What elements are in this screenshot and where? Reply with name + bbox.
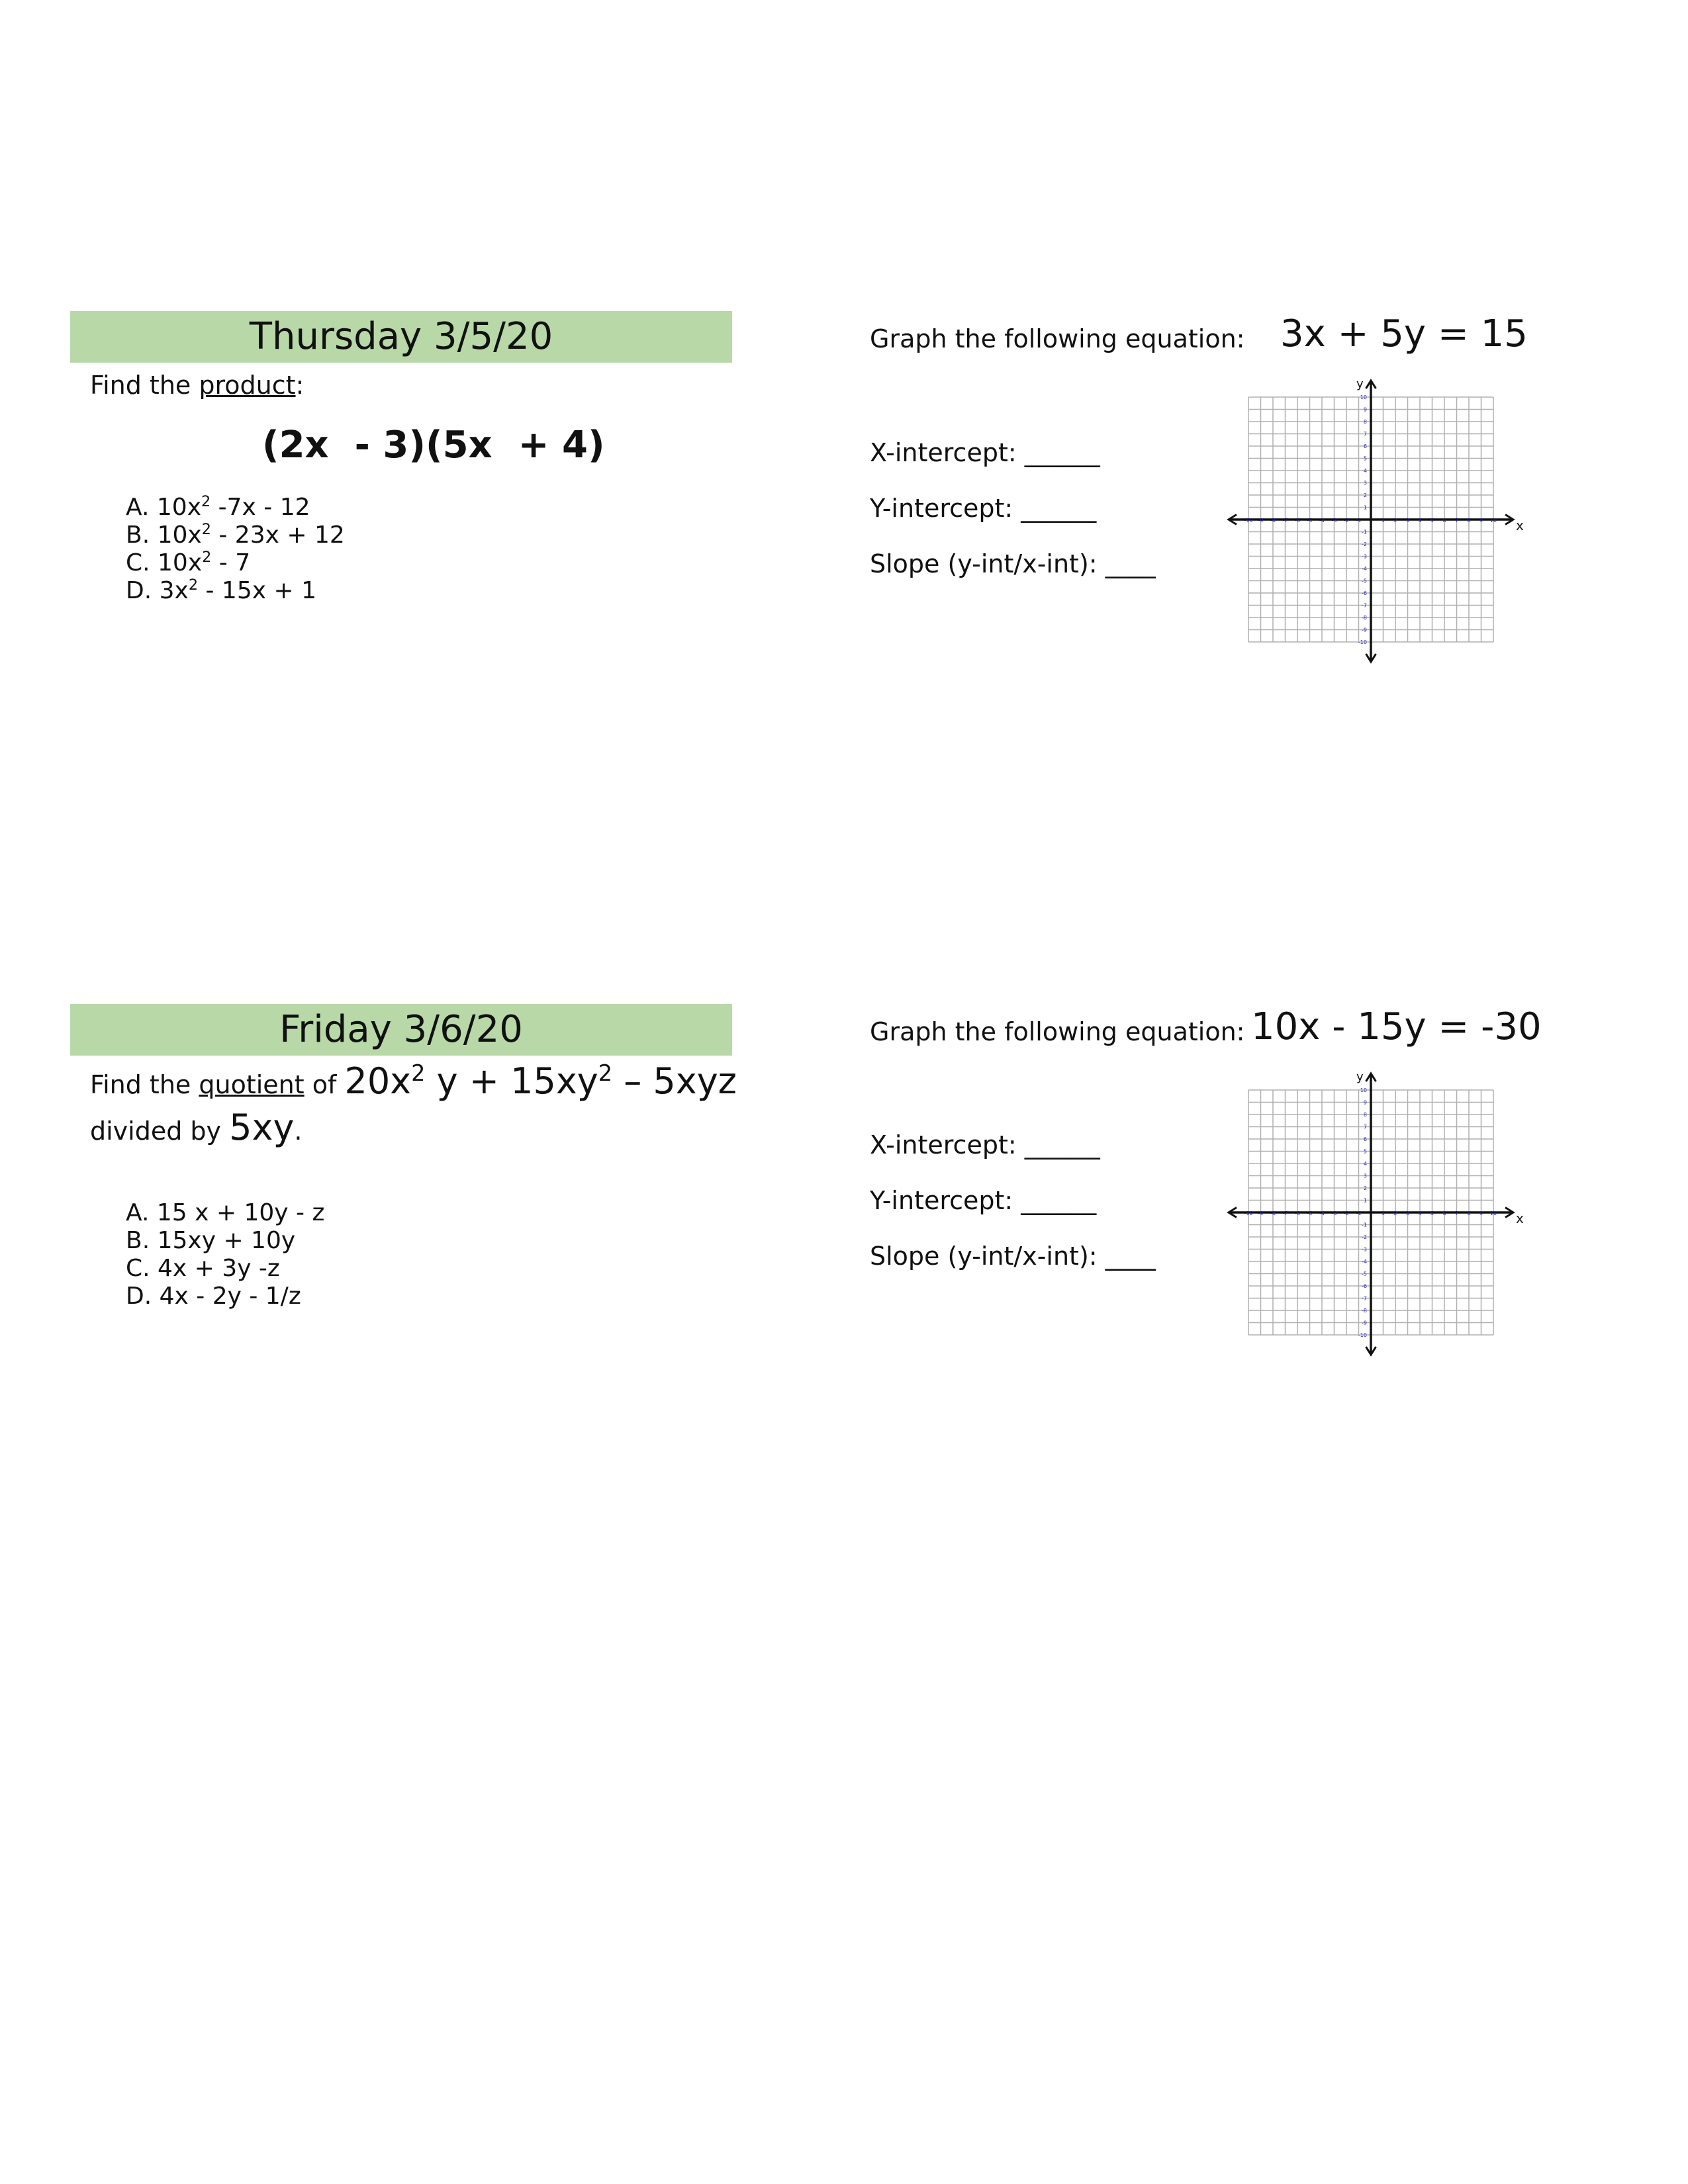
y-tick-label: 9 — [1363, 406, 1367, 413]
x-tick-label: 7 — [1454, 1210, 1459, 1216]
x-tick-label: -5 — [1307, 518, 1313, 523]
x-tick-label: 8 — [1467, 518, 1471, 523]
x-tick-label: 5 — [1430, 1210, 1434, 1216]
x-tick-label: 5 — [1430, 518, 1434, 523]
x-tick-label: 3 — [1405, 1210, 1410, 1216]
x-tick-label: 2 — [1393, 518, 1397, 523]
x-tick-label: 9 — [1479, 1210, 1483, 1216]
y-tick-label: -3 — [1362, 1246, 1367, 1253]
y-tick-label: -4 — [1362, 1259, 1367, 1265]
x-tick-label: 10 — [1489, 518, 1497, 523]
thursday-coordinate-grid — [1218, 371, 1536, 668]
y-tick-label: 3 — [1363, 1173, 1367, 1179]
x-tick-label: -3 — [1331, 518, 1337, 523]
y-tick-label: -8 — [1362, 1308, 1367, 1314]
x-tick-label: -8 — [1270, 1210, 1276, 1216]
choice-b: B. 15xy + 10y — [126, 1227, 296, 1254]
prompt-text: Find the — [90, 1070, 199, 1099]
y-tick-label: 6 — [1363, 1136, 1367, 1142]
y-tick-label: 5 — [1363, 1148, 1367, 1155]
y-tick-label: -6 — [1362, 590, 1367, 596]
y-axis-label: y — [1356, 377, 1364, 391]
x-tick-label: -6 — [1295, 518, 1300, 523]
x-tick-label: 10 — [1489, 1210, 1497, 1216]
thursday-banner — [70, 311, 732, 363]
y-tick-label: 7 — [1363, 431, 1367, 437]
friday-title: Friday 3/6/20 — [279, 1008, 523, 1051]
y-tick-label: 10 — [1360, 394, 1367, 400]
thursday-equation: 3x + 5y = 15 — [1280, 312, 1528, 355]
dividend-expression: $20x^2$ $y + 15xy^2 - 5xyz$ — [344, 1060, 737, 1102]
y-tick-label: -1 — [1362, 529, 1367, 535]
choice-a: A. 15 x + 10y - z — [126, 1199, 325, 1226]
x-tick-label: 8 — [1467, 1210, 1471, 1216]
x-tick-label: -2 — [1344, 1210, 1349, 1216]
thursday-prompt — [90, 371, 304, 400]
y-tick-label: 1 — [1363, 504, 1367, 511]
x-tick-label: -9 — [1258, 1210, 1264, 1216]
friday-equation: 10x - 15y = -30 — [1251, 1005, 1542, 1048]
x-tick-label: -1 — [1356, 1210, 1362, 1216]
y-tick-label: -2 — [1362, 541, 1367, 547]
x-tick-label: 4 — [1418, 518, 1422, 523]
choice-c: C. $10x^2 - 7$ — [126, 549, 251, 576]
y-tick-label: 4 — [1363, 468, 1367, 474]
y-tick-label: -9 — [1362, 1320, 1367, 1326]
y-tick-label: -1 — [1362, 1222, 1367, 1228]
thursday-expression: (2x - 3)(5x + 4) — [262, 424, 605, 467]
friday-banner — [70, 1004, 732, 1056]
y-tick-label: 7 — [1363, 1124, 1367, 1130]
friday-divisor-line — [90, 1107, 303, 1148]
x-tick-label: -8 — [1270, 518, 1276, 523]
x-tick-label: -7 — [1282, 1210, 1288, 1216]
y-tick-label: -4 — [1362, 566, 1367, 572]
x-tick-label: 1 — [1381, 1210, 1385, 1216]
prompt-text: Find the — [90, 371, 199, 400]
x-tick-label: 4 — [1418, 1210, 1422, 1216]
friday-slope: Slope (y-int/x-int): ____ — [870, 1242, 1156, 1271]
y-axis-label: y — [1356, 1070, 1364, 1084]
x-tick-label: 1 — [1381, 518, 1385, 523]
divided-by-text: divided by — [90, 1116, 230, 1146]
thursday-graph-instruction: Graph the following equation: — [870, 324, 1245, 353]
prompt-keyword: quotient — [199, 1070, 305, 1099]
y-tick-label: -10 — [1358, 1332, 1367, 1338]
x-axis-label: x — [1516, 518, 1524, 533]
y-tick-label: -5 — [1362, 578, 1367, 584]
friday-prompt — [90, 1060, 737, 1102]
x-axis-label: x — [1516, 1210, 1524, 1226]
x-tick-label: 6 — [1442, 518, 1446, 523]
x-tick-label: -10 — [1244, 518, 1253, 523]
thursday-choices — [126, 494, 345, 605]
x-tick-label: 3 — [1405, 518, 1410, 523]
choice-d: D. 4x - 2y - 1/z — [126, 1283, 301, 1310]
y-tick-label: 6 — [1363, 443, 1367, 449]
y-tick-label: 2 — [1363, 1185, 1367, 1191]
prompt-suffix: : — [295, 371, 305, 400]
y-tick-label: -6 — [1362, 1283, 1367, 1289]
y-tick-label: -5 — [1362, 1271, 1367, 1277]
prompt-keyword: product — [199, 371, 296, 400]
choice-a: A. $10x^2$ -7x - 12 — [126, 493, 310, 521]
x-tick-label: 7 — [1454, 518, 1459, 523]
x-tick-label: -9 — [1258, 518, 1264, 523]
y-tick-label: -10 — [1358, 639, 1367, 645]
prompt-of: of — [304, 1070, 345, 1099]
y-tick-label: 8 — [1363, 419, 1367, 425]
x-tick-label: -10 — [1244, 1210, 1253, 1216]
y-tick-label: -2 — [1362, 1234, 1367, 1240]
y-tick-label: -7 — [1362, 1295, 1367, 1302]
x-tick-label: -5 — [1307, 1210, 1313, 1216]
y-tick-label: 4 — [1363, 1161, 1367, 1167]
x-tick-label: -7 — [1282, 518, 1288, 523]
y-tick-label: -9 — [1362, 627, 1367, 633]
friday-x-intercept: X-intercept: ______ — [870, 1130, 1100, 1160]
friday-choices — [126, 1199, 324, 1310]
x-tick-label: -3 — [1331, 1210, 1337, 1216]
y-tick-label: 8 — [1363, 1112, 1367, 1118]
x-tick-label: 9 — [1479, 518, 1483, 523]
y-tick-label: 2 — [1363, 492, 1367, 498]
friday-coordinate-grid — [1218, 1064, 1536, 1361]
x-tick-label: -6 — [1295, 1210, 1300, 1216]
thursday-title: Thursday 3/5/20 — [249, 315, 553, 358]
choice-d: D. $3x^2 - 15x + 1$ — [126, 576, 316, 604]
x-tick-label: -4 — [1319, 1210, 1325, 1216]
x-tick-label: -1 — [1356, 518, 1362, 523]
x-tick-label: 6 — [1442, 1210, 1446, 1216]
y-tick-label: 9 — [1363, 1099, 1367, 1106]
divisor-expression: 5xy — [229, 1107, 295, 1148]
y-tick-label: -8 — [1362, 615, 1367, 621]
y-tick-label: -3 — [1362, 553, 1367, 560]
choice-b: B. $10x^2 - 23x + 12$ — [126, 521, 345, 549]
period: . — [294, 1116, 303, 1146]
choice-c: C. 4x + 3y -z — [126, 1255, 280, 1282]
y-tick-label: 3 — [1363, 480, 1367, 486]
friday-graph-instruction: Graph the following equation: — [870, 1017, 1245, 1046]
thursday-y-intercept: Y-intercept: ______ — [870, 494, 1097, 523]
thursday-slope: Slope (y-int/x-int): ____ — [870, 549, 1156, 578]
friday-y-intercept: Y-intercept: ______ — [870, 1186, 1097, 1215]
x-tick-label: 2 — [1393, 1210, 1397, 1216]
thursday-x-intercept: X-intercept: ______ — [870, 438, 1100, 467]
y-tick-label: 10 — [1360, 1087, 1367, 1093]
y-tick-label: 1 — [1363, 1197, 1367, 1204]
x-tick-label: -2 — [1344, 518, 1349, 523]
y-tick-label: -7 — [1362, 602, 1367, 609]
y-tick-label: 5 — [1363, 455, 1367, 462]
x-tick-label: -4 — [1319, 518, 1325, 523]
